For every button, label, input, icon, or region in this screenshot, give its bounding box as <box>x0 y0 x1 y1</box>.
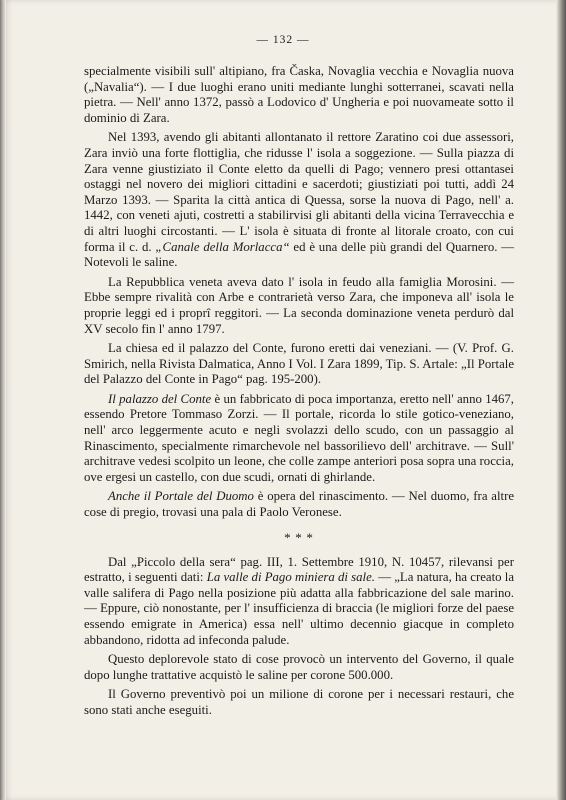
paragraph-7 <box>84 555 514 649</box>
paragraph-1: specialmente visibili sull' altipiano, fra Časka, Novaglia vecchia e Novaglia nuova („Navalia“). — I due luoghi erano uniti mediante lunghi sotterranei, scavati nella pietra. — Nell' anno 1372, passò a Lodovico d' Ungheria e poi nuovameate sotto il dominio di Zara. <box>84 64 514 125</box>
palazzo-del-conte-heading: Il palazzo del Conte <box>108 391 212 406</box>
page-number: — 132 — <box>256 34 310 46</box>
paragraph-2-text: Nel 1393, avendo gli abitanti allontanato il rettore Zaratino coi due assessori, Zara inviò una forte flottiglia, che ridusse l' isola a soggezione. — Sulla piazza di Zara venne giustiziato il Conte eletto da quelli di Pago; vennero presi ottantasei ostaggi nel novero dei migliori cittadini e sacerdoti; giustiziati poi tutti, addì 24 Marzo 1393. — Sparita la città antica di Quessa, sorse la nuova di Pago, nell' a. 1442, con veneti ajuti, costretti a stabilirvisi gli abitanti della vicina Terravecchia e di altri luoghi circostanti. — L' isola è situata di fronte al litorale croato, con cui forma il c. d. <box>84 130 514 254</box>
page-gutter-shadow <box>0 0 6 800</box>
paragraph-5-text: è un fabbricato di poca importanza, eretto nell' anno 1467, essendo Pretore Tommaso Zorzi. — Il portale, ricorda lo stile gotico-veneziano, nell' arco leggermente acuto e negli svolazzi dello scudo, con un passaggio al Rinascimento, specialmente rimarchevole nel bassorilievo dell' architrave. — Sull' architrave vedesi scolpito un leone, che colle zampe anteriori posa sopra una roccia, ove ergesi un castello, con due scudi, ornati di ghirlande. <box>84 391 514 484</box>
paragraph-2 <box>84 130 514 270</box>
paragraph-6-text: è opera del rinascimento. — Nel duomo, fra altre cose di pregio, trovasi una pala di Paolo Veronese. <box>84 489 515 520</box>
canale-della-morlacca: „Canale della Morlacca“ <box>155 239 290 254</box>
page-edge-shadow <box>556 0 566 800</box>
paragraph-4: La chiesa ed il palazzo del Conte, furono eretti dai veneziani. — (V. Prof. G. Smirich, nella Rivista Dalmatica, Anno I Vol. I Zara 1899, Tip. S. Artale: „Il Portale del Palazzo del Conte in Pago“ pag. 195-200). <box>84 341 514 387</box>
valle-di-pago-title: La valle di Pago miniera di sale. <box>206 570 375 585</box>
paragraph-2-tail: ed è una delle più grandi del Quarnero. — Notevoli le saline. <box>84 239 515 270</box>
paragraph-7-tail: — „La natura, ha creato la valle salifera di Pago nella posizione più adatta alla fabbricazione del sale marino. — Eppure, ciò nonostante, per l' insufficienza di braccia (le migliori forze del paese essendo emigrate in America) essa nell' ultimo decennio giacque in completo abbandono, ridotta ad infeconda palude. <box>84 570 515 647</box>
paragraph-7-text: Dal „Piccolo della sera“ pag. III, 1. Settembre 1910, N. 10457, rilevansi per estratto, i seguenti dati: <box>84 554 514 585</box>
paragraph-3: La Repubblica veneta aveva dato l' isola in feudo alla famiglia Morosini. — Ebbe sempre rivalità con Arbe e contrarietà verso Zara, che imponeva all' isola le proprie leggi ed i proprî reggitori. — La seconda dominazione veneta perdurò dal XV secolo fin l' anno 1797. <box>84 274 514 336</box>
paragraph-5 <box>84 392 514 486</box>
portale-del-duomo-heading: Anche il Portale del Duomo <box>108 489 254 504</box>
paragraph-8: Questo deplorevole stato di cose provocò un intervento del Governo, il quale dopo lunghe trattative acquistò le saline per corone 500.000. <box>84 652 514 682</box>
page-body <box>84 64 514 723</box>
section-separator: * * * <box>284 529 314 545</box>
paragraph-6 <box>84 489 514 520</box>
paragraph-9: Il Governo preventivò poi un milione di corone per i necessari restauri, che sono stati anche eseguiti. <box>84 687 514 717</box>
